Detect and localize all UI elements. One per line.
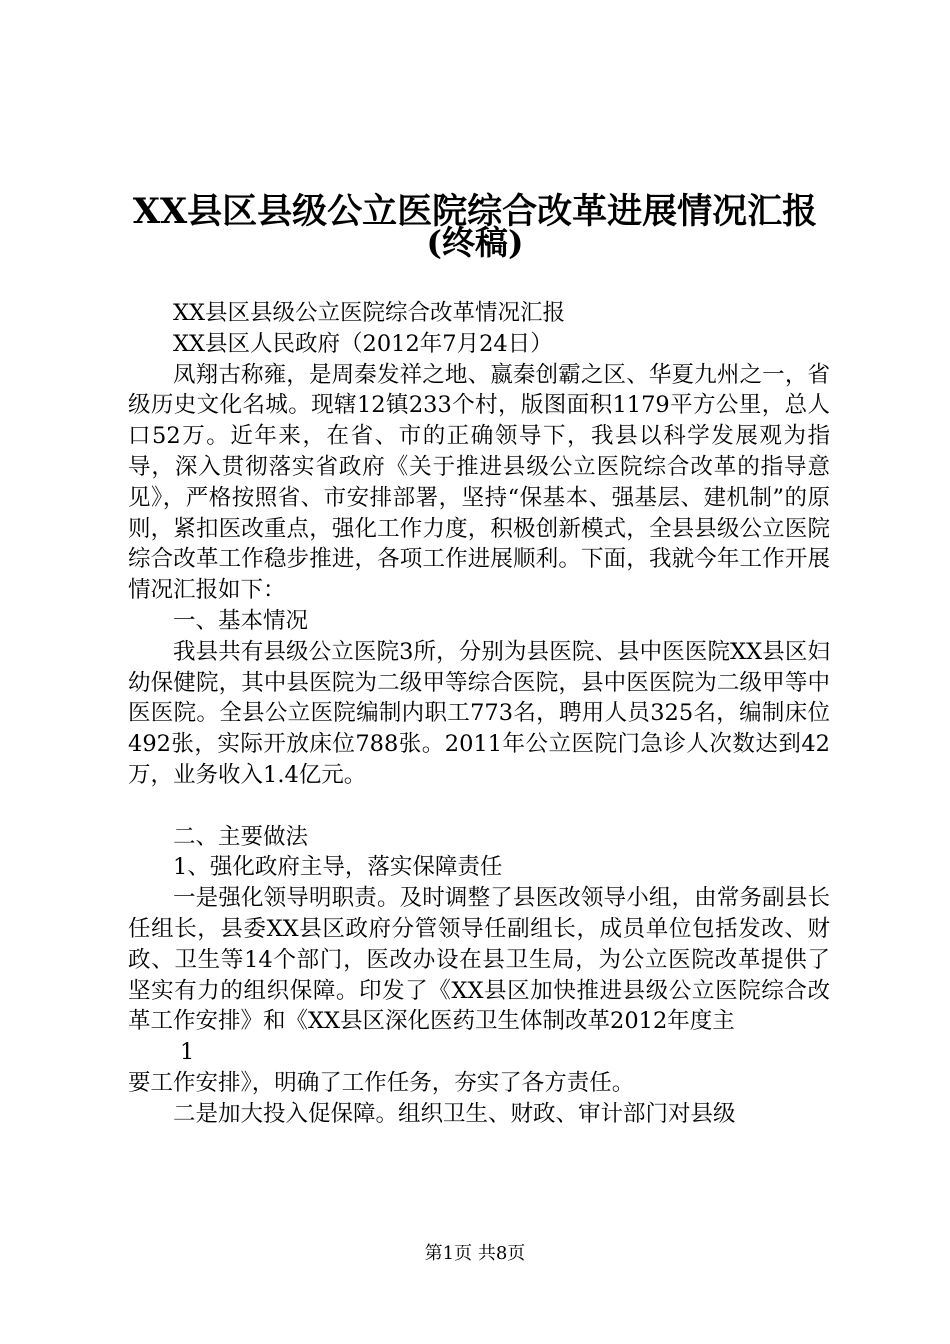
document-body bbox=[128, 298, 830, 1130]
intro-paragraph: 凤翔古称雍，是周秦发祥之地、嬴秦创霸之区、华夏九州之一，省级历史文化名城。现辖12镇233个村，版图面积1179平方公里，总人口52万。近年来，在省、市的正确领导下，我县以科学发展观为指导，深入贯彻落实省政府《关于推进县级公立医院综合改革的指导意见》，严格按照省、市安排部署，坚持“保基本、强基层、建机制”的原则，紧扣医改重点，强化工作力度，积极创新模式，全县县级公立医院综合改革工作稳步推进，各项工作进展顺利。下面，我就今年工作开展情况汇报如下： bbox=[128, 361, 830, 604]
basic-info-paragraph: 我县共有县级公立医院3所，分别为县医院、县中医医院XX县区妇幼保健院，其中县医院为二级甲等综合医院，县中医医院为二级甲等中医医院。全县公立医院编制内职工773名，聘用人员325名，编制床位492张，实际开放床位788张。2011年公立医院门急诊人次数达到42万，业务收入1.4亿元。 bbox=[128, 638, 830, 788]
report-subtitle: XX县区县级公立医院综合改革情况汇报 bbox=[173, 300, 566, 326]
measure-paragraph-1: 一是强化领导明职责。及时调整了县医改领导小组，由常务副县长任组长，县委XX县区政府分管领导任副组长，成员单位包括发改、财政、卫生等14个部门，医改办设在县卫生局，为公立医院改革提供了坚实有力的组织保障。印发了《XX县区加快推进县级公立医院综合改革工作安排》和《XX县区深化医药卫生体制改革2012年度主 bbox=[128, 885, 830, 1035]
source-page-marker: 1 bbox=[180, 1039, 195, 1066]
page-footer: 第1页 共8页 bbox=[424, 1243, 526, 1264]
document-title-suffix: (终稿) bbox=[426, 223, 524, 262]
document-title: XX县区县级公立医院综合改革进展情况汇报 bbox=[132, 191, 818, 232]
paragraph-gap bbox=[128, 791, 830, 822]
subsection-heading-1: 1、强化政府主导，落实保障责任 bbox=[173, 854, 503, 881]
section-heading-measures: 二、主要做法 bbox=[173, 823, 309, 850]
report-author-date: XX县区人民政府（2012年7月24日） bbox=[173, 330, 553, 357]
measure-paragraph-2: 二是加大投入促保障。组织卫生、财政、审计部门对县级 bbox=[173, 1100, 736, 1127]
measure-paragraph-1-continued: 要工作安排》，明确了工作任务，夯实了各方责任。 bbox=[128, 1069, 635, 1096]
section-heading-basic: 一、基本情况 bbox=[173, 607, 309, 634]
